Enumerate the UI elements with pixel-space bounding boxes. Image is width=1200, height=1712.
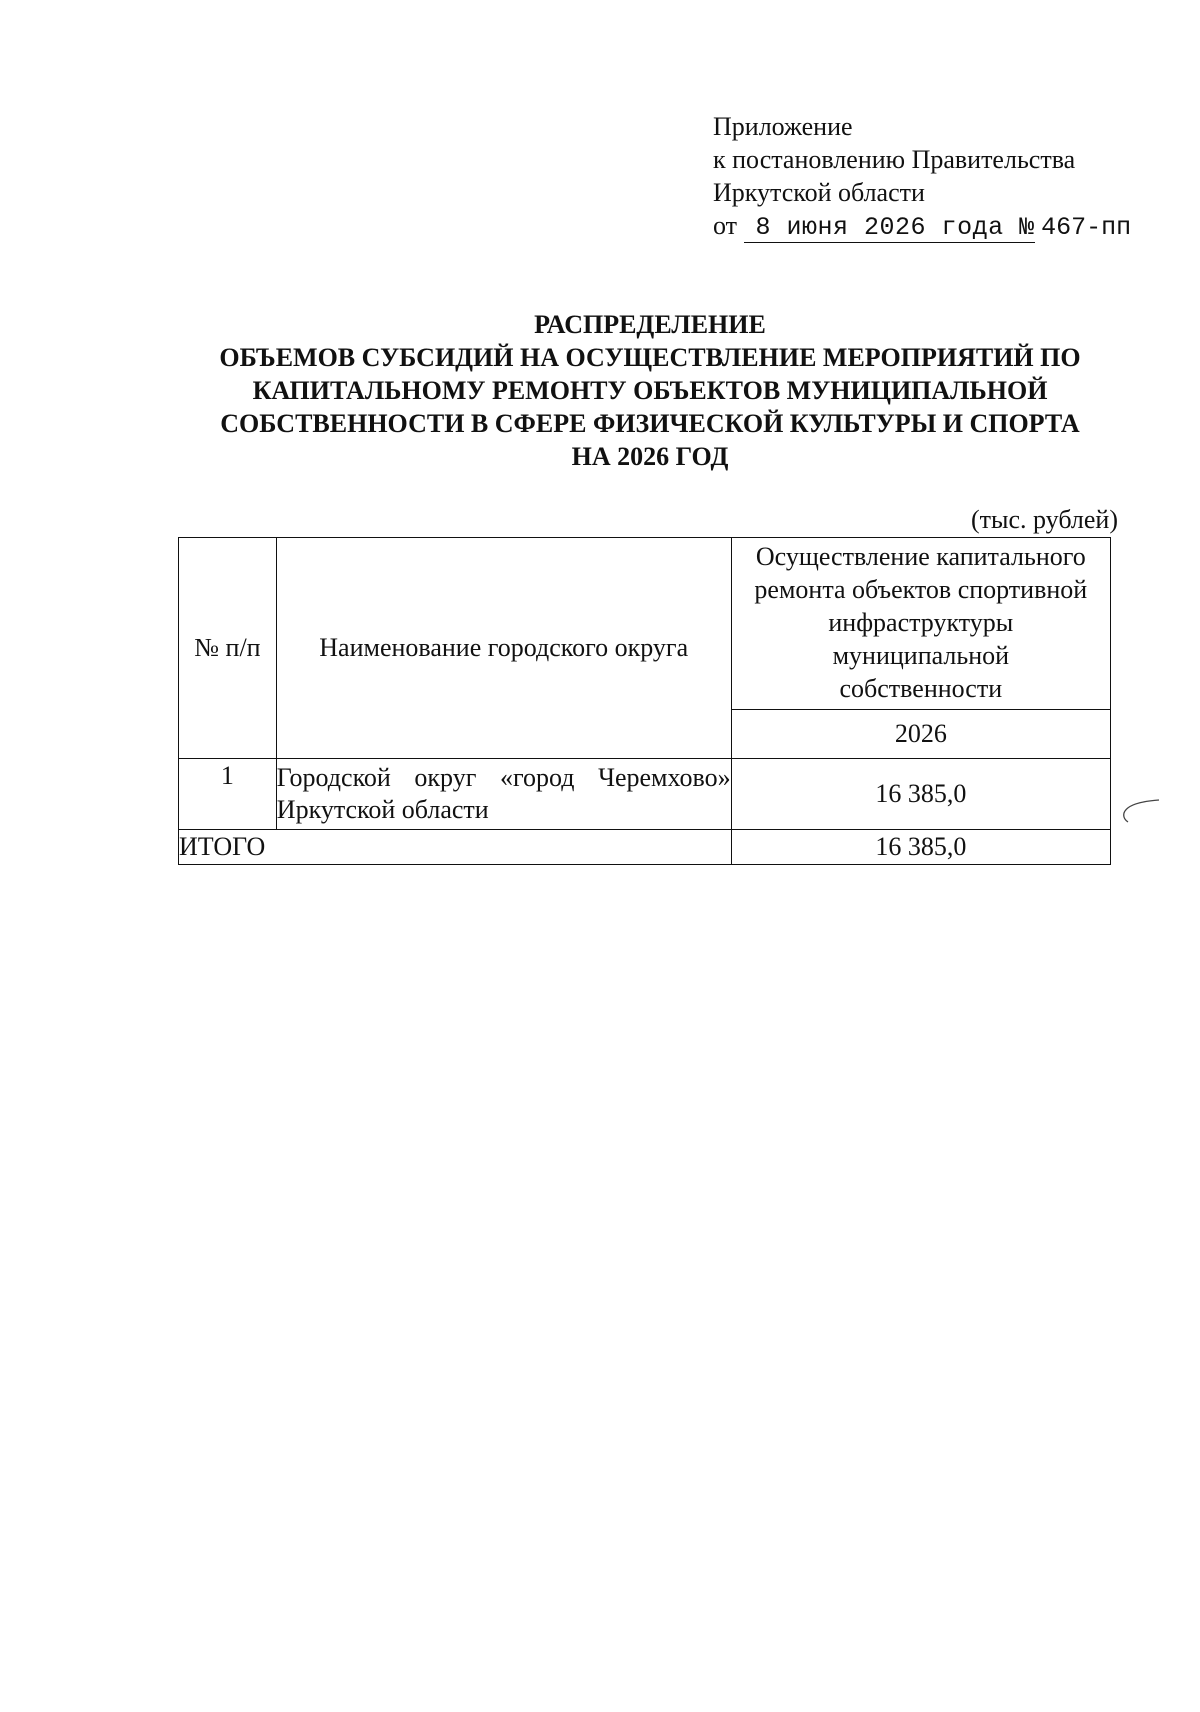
header-value bbox=[731, 538, 1110, 710]
header-value-line-3: инфраструктуры bbox=[828, 608, 1014, 637]
title-line-3: КАПИТАЛЬНОМУ РЕМОНТУ ОБЪЕКТОВ МУНИЦИПАЛЬНОЙ bbox=[252, 376, 1048, 405]
row-name-word-2: округ bbox=[414, 763, 477, 792]
header-value-line-5: собственности bbox=[839, 674, 1003, 703]
annex-date: 8 июня 2026 года № bbox=[744, 213, 1035, 243]
pen-mark-icon bbox=[1115, 795, 1165, 835]
document-title bbox=[120, 308, 1180, 473]
header-value-line-4: муниципальной bbox=[832, 641, 1010, 670]
annex-resolution: к постановлению Правительства bbox=[713, 145, 1076, 174]
title-line-4: СОБСТВЕННОСТИ В СФЕРЕ ФИЗИЧЕСКОЙ КУЛЬТУРЫ И СПОРТА bbox=[220, 409, 1080, 438]
annex-from-label: от bbox=[713, 211, 738, 240]
title-line-5: НА 2026 ГОД bbox=[571, 442, 729, 471]
header-value-line-1: Осуществление капитального bbox=[755, 542, 1086, 571]
annex-date-line bbox=[713, 209, 1131, 244]
header-value-line-2: ремонта объектов спортивной bbox=[754, 575, 1088, 604]
row-name-word-1: Городской bbox=[276, 763, 391, 792]
units-label: (тыс. рублей) bbox=[970, 505, 1118, 534]
total-value: 16 385,0 bbox=[731, 830, 1110, 865]
table-row bbox=[179, 759, 1111, 830]
row-name-line-1 bbox=[277, 762, 731, 794]
row-name-word-4: Черемхово» bbox=[598, 763, 731, 792]
header-year: 2026 bbox=[731, 710, 1110, 759]
title-line-1: РАСПРЕДЕЛЕНИЕ bbox=[534, 310, 766, 339]
row-name-line-2: Иркутской области bbox=[276, 795, 489, 824]
row-name bbox=[276, 759, 731, 830]
distribution-table bbox=[178, 537, 1111, 865]
annex-number: 467-пп bbox=[1041, 213, 1132, 242]
row-name-word-3: «город bbox=[499, 763, 575, 792]
annex-region: Иркутской области bbox=[713, 178, 925, 207]
annex-block bbox=[713, 110, 1131, 244]
table-header-row bbox=[179, 538, 1111, 710]
annex-title: Приложение bbox=[713, 112, 853, 141]
title-line-2: ОБЪЕМОВ СУБСИДИЙ НА ОСУЩЕСТВЛЕНИЕ МЕРОПРИЯТИЙ ПО bbox=[219, 343, 1081, 372]
row-number: 1 bbox=[179, 759, 277, 830]
header-name: Наименование городского округа bbox=[276, 538, 731, 759]
total-label: ИТОГО bbox=[179, 830, 732, 865]
header-number: № п/п bbox=[179, 538, 277, 759]
row-value: 16 385,0 bbox=[731, 759, 1110, 830]
table-total-row bbox=[179, 830, 1111, 865]
